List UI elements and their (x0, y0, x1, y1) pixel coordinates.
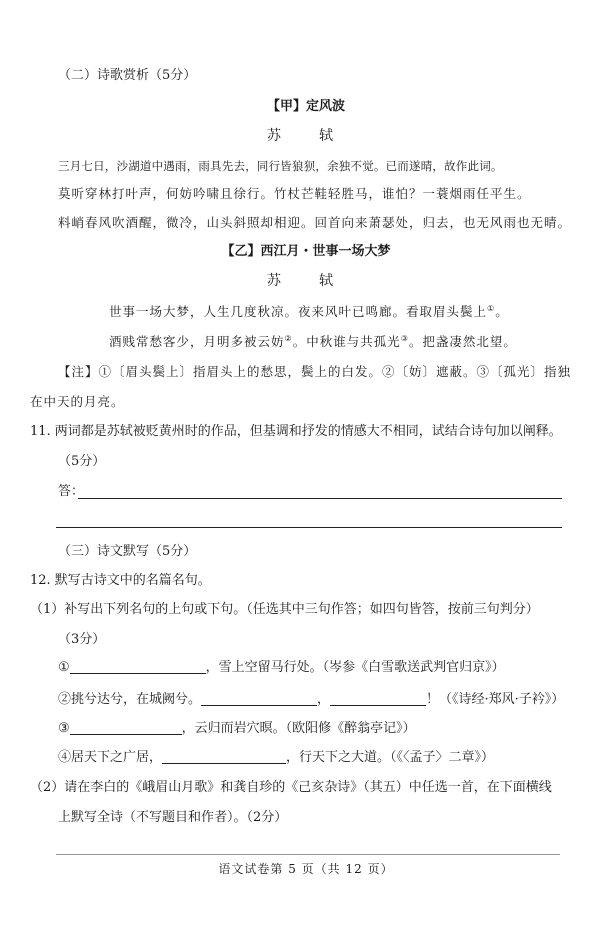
poem-b-line-1-text: 世事一场大梦，人生几度秋凉。夜来风叶已鸣廊。看取眉头鬓上 (109, 304, 488, 319)
fill-item-3-text: ，云归而岩穴暝。（欧阳修《醉翁亭记》） (181, 721, 416, 736)
fill-blank-3[interactable] (70, 720, 182, 735)
answer-line-2[interactable] (56, 527, 562, 528)
section-heading-poetry: （二）诗歌赏析（5分） (58, 68, 197, 83)
fill-item-3-number: ③ (58, 721, 70, 736)
poem-a-line-1: 莫听穿林打叶声，何妨吟啸且徐行。竹杖芒鞋轻胜马，谁怕？一蓑烟雨任平生。 (58, 186, 531, 201)
poem-a-title: 【甲】定风波 (266, 99, 345, 114)
footnote-mark-1: ① (487, 303, 496, 313)
fill-item-2-text: ②挑兮达兮，在城阙兮。 (58, 692, 202, 707)
fill-item-4-end: ，行天下之大道。（《〈孟子〉二章》） (286, 750, 495, 765)
poem-b-line-2-c: 。把盏凄然北望。 (408, 334, 517, 349)
page-footer: 语文试卷第 5 页（共 12 页） (218, 862, 394, 876)
fill-blank-2b[interactable] (330, 691, 426, 706)
poem-a-preface: 三月七日，沙湖道中遇雨，雨具先去，同行皆狼狈，余独不觉。已而遂晴，故作此词。 (58, 159, 503, 173)
fill-item-4-text: ④居天下之广居， (58, 750, 163, 765)
fill-blank-2a[interactable] (201, 691, 317, 706)
answer-line-1[interactable] (78, 498, 562, 499)
fill-blank-4[interactable] (162, 749, 286, 764)
question-12-part-1-points: （3分） (58, 632, 106, 647)
notes-line-1: 【注】①〔眉头鬓上〕指眉头上的愁思，鬓上的白发。②〔妨〕遮蔽。③〔孤光〕指独 (58, 364, 572, 379)
question-11-text: 11. 两词都是苏轼被贬黄州时的作品，但基调和抒发的情感大不相同，试结合诗句加以阐释。 (30, 424, 562, 439)
fill-item-1-text: ，雪上空留马行处。（岑参《白雪歌送武判官归京》） (205, 660, 505, 675)
fill-item-2-sep: ， (317, 692, 331, 707)
question-12-part-1: （1）补写出下列名句的上句或下句。（任选其中三句作答；如四句皆答，按前三句判分） (30, 602, 539, 617)
fill-item-2-end: ！（《诗经·郑风·子衿》） (426, 692, 565, 707)
fill-item-1 (58, 659, 505, 677)
fill-item-3 (58, 720, 416, 738)
answer-label: 答： (58, 484, 85, 499)
footer-divider (56, 854, 560, 855)
poem-b-line-1-end: 。 (495, 304, 509, 319)
question-12-text: 12. 默写古诗文中的名篇名句。 (30, 573, 211, 588)
poem-b-line-2 (109, 333, 517, 351)
fill-item-4 (58, 749, 494, 767)
notes-line-2: 在中天的月亮。 (30, 394, 125, 409)
poem-b-line-2-a: 酒贱常愁客少，月明多被云妨 (109, 334, 285, 349)
poem-b-title: 【乙】西江月・世事一场大梦 (221, 244, 391, 259)
question-11-points: （5分） (58, 454, 106, 469)
footnote-mark-2: ② (284, 333, 293, 343)
question-12-part-2-line-2: 上默写全诗（不写题目和作者）。（2分） (58, 810, 288, 825)
fill-item-2 (58, 691, 564, 709)
poem-b-line-2-b: 。中秋谁与共孤光 (292, 334, 401, 349)
section-heading-recitation: （三）诗文默写（5分） (58, 544, 197, 559)
fill-item-1-number: ① (58, 660, 70, 675)
footnote-mark-3: ③ (400, 333, 409, 343)
fill-blank-1[interactable] (70, 659, 206, 674)
poem-a-line-2: 料峭春风吹酒醒，微冷，山头斜照却相迎。回首向来萧瑟处，归去，也无风雨也无晴。 (58, 215, 572, 230)
question-12-part-2-line-1: （2）请在李白的《峨眉山月歌》和龚自珍的《己亥杂诗》（其五）中任选一首，在下面横线 (30, 780, 552, 795)
poem-b-line-1 (109, 303, 509, 321)
poem-a-author: 苏 轼 (267, 128, 345, 144)
poem-b-author: 苏 轼 (267, 273, 345, 289)
